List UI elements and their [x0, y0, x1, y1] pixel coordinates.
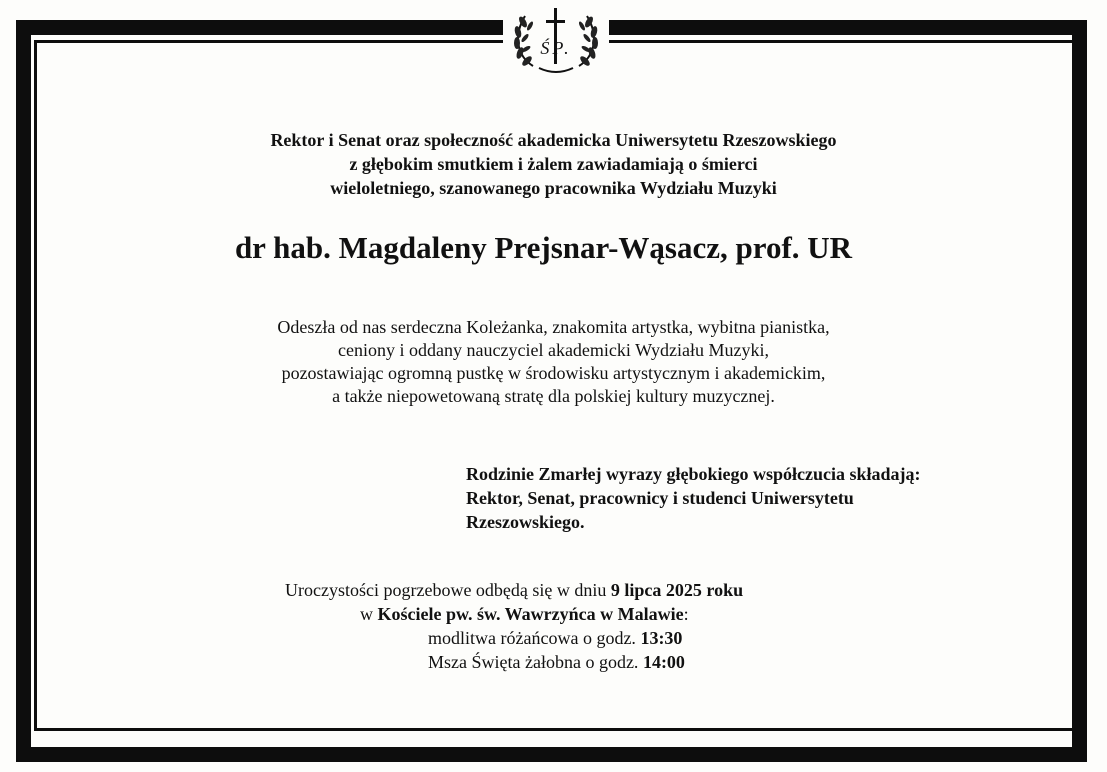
funeral-date-line — [285, 578, 743, 602]
intro-announcement — [0, 128, 1107, 200]
funeral-place-line — [360, 602, 689, 626]
intro-line-2: z głębokim smutkiem i żalem zawiadamiają o śmierci — [349, 154, 758, 174]
rosary-time: 13:30 — [640, 628, 683, 648]
emblem-text: ŚP. — [540, 38, 572, 58]
tribute-line-4: a także niepowetowaną stratę dla polskiej kultury muzycznej. — [332, 386, 775, 406]
tribute-line-1: Odeszła od nas serdeczna Koleżanka, znakomita artystka, wybitna pianistka, — [277, 317, 830, 337]
intro-line-3: wieloletniego, szanowanego pracownika Wydziału Muzyki — [330, 178, 777, 198]
rosary-line — [428, 626, 682, 650]
condolences-line-2: Rektor, Senat, pracownicy i studenci Uniwersytetu — [466, 488, 854, 508]
cross-wreath-icon — [503, 2, 609, 78]
mass-line — [428, 650, 685, 674]
tribute-line-2: ceniony i oddany nauczyciel akademicki Wydziału Muzyki, — [338, 340, 769, 360]
funeral-date: 9 lipca 2025 roku — [610, 580, 744, 600]
mass-label: Msza Święta żałobna o godz. — [428, 652, 643, 672]
funeral-date-prefix: Uroczystości pogrzebowe odbędą się w dniu — [285, 580, 611, 600]
funeral-place: Kościele pw. św. Wawrzyńca w Malawie — [377, 604, 684, 624]
condolences-line-1: Rodzinie Zmarłej wyrazy głębokiego współczucia składają: — [466, 464, 921, 484]
deceased-name: dr hab. Magdaleny Prejsnar-Wąsacz, prof. UR — [234, 230, 853, 265]
funeral-place-prefix: w — [360, 604, 378, 624]
mass-time: 14:00 — [642, 652, 685, 672]
rosary-label: modlitwa różańcowa o godz. — [428, 628, 641, 648]
tribute-line-3: pozostawiając ogromną pustkę w środowisku artystycznym i akademickim, — [281, 363, 826, 383]
condolences-line-3: Rzeszowskiego. — [466, 512, 585, 532]
intro-line-1: Rektor i Senat oraz społeczność akademicka Uniwersytetu Rzeszowskiego — [270, 130, 837, 150]
funeral-place-suffix: : — [683, 604, 689, 624]
tribute-paragraph — [0, 316, 1107, 408]
condolences-block — [466, 462, 1026, 534]
